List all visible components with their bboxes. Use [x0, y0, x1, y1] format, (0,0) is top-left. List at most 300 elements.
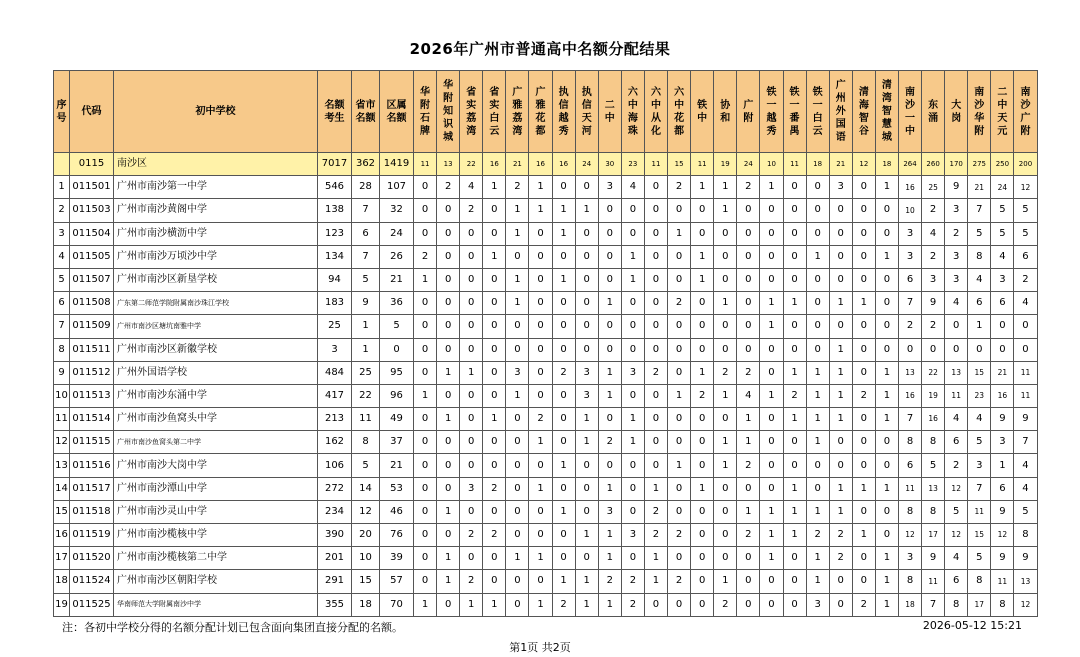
row-quota-cell: 1 [552, 222, 575, 245]
row-quota-cell: 0 [783, 338, 806, 361]
row-quota-cell: 0 [644, 454, 667, 477]
row-quota-cell: 2 [668, 524, 691, 547]
row-quota-cell: 0 [529, 268, 552, 291]
row-quota-cell: 21 [991, 361, 1014, 384]
row-quota-cell: 0 [852, 500, 875, 523]
row-quota-cell: 1 [506, 547, 529, 570]
row-quota-cell: 6 [991, 292, 1014, 315]
row-quota-cell: 0 [598, 338, 621, 361]
row-quota-cell: 9 [945, 176, 968, 199]
row-quota-cell: 0 [760, 338, 783, 361]
row-quota-cell: 7 [898, 408, 921, 431]
row-quota-cell: 2 [552, 593, 575, 616]
row-quota-cell: 9 [1014, 547, 1037, 570]
row-quota-cell: 0 [460, 547, 483, 570]
row-quota-cell: 9 [922, 292, 945, 315]
row-quota-cell: 1 [437, 408, 460, 431]
row-quota-cell: 0 [852, 338, 875, 361]
row-dist-quota: 37 [380, 431, 414, 454]
row-quota-cell: 1 [829, 292, 852, 315]
row-seq: 18 [54, 570, 70, 593]
row-quota-cell: 0 [644, 315, 667, 338]
row-quota-cell: 0 [621, 292, 644, 315]
row-school-name: 广州市南沙区朝阳学校 [114, 570, 318, 593]
row-quota-cell: 0 [552, 338, 575, 361]
row-quota-cell: 0 [829, 570, 852, 593]
row-quota-cell: 0 [829, 268, 852, 291]
row-quota-cell: 0 [668, 593, 691, 616]
row-quota-cell: 1 [691, 245, 714, 268]
row-quota-cell: 1 [691, 268, 714, 291]
row-code: 011515 [70, 431, 114, 454]
row-quota-cell: 1 [598, 384, 621, 407]
row-quota-cell: 0 [529, 222, 552, 245]
row-quota-cell: 4 [737, 384, 760, 407]
row-quota-cell: 1 [691, 176, 714, 199]
row-quota-cell: 8 [898, 431, 921, 454]
row-quota-cell: 0 [506, 431, 529, 454]
row-quota-cell: 0 [529, 454, 552, 477]
row-quota-cell: 3 [598, 500, 621, 523]
district-quota-cell: 24 [575, 153, 598, 176]
row-seq: 11 [54, 408, 70, 431]
row-quota-cell: 1 [529, 547, 552, 570]
row-code: 011524 [70, 570, 114, 593]
row-quota-cell: 2 [829, 524, 852, 547]
header-school-col: 执信天河 [575, 71, 598, 153]
row-quota-cell: 7 [1014, 431, 1037, 454]
row-quota-cell: 3 [575, 384, 598, 407]
row-quota-cell: 1 [714, 431, 737, 454]
header-school-col: 广雅花都 [529, 71, 552, 153]
row-quota-cell: 0 [437, 245, 460, 268]
row-quota-cell: 8 [898, 570, 921, 593]
row-quota-cell: 1 [875, 245, 898, 268]
row-code: 011518 [70, 500, 114, 523]
row-quota-cell: 2 [668, 292, 691, 315]
row-quota-cell: 1 [621, 268, 644, 291]
timestamp: 2026-05-12 15:21 [922, 619, 1022, 632]
row-quota-cell: 0 [829, 593, 852, 616]
row-quota-cell: 0 [852, 199, 875, 222]
row-quota-cell: 0 [483, 199, 506, 222]
row-seq: 16 [54, 524, 70, 547]
row-quota-cell: 12 [945, 524, 968, 547]
row-quota-cell: 15 [968, 361, 991, 384]
row-seq: 13 [54, 454, 70, 477]
row-code: 011512 [70, 361, 114, 384]
header-school-col: 东涌 [922, 71, 945, 153]
table-row [54, 338, 1038, 361]
row-quota-cell: 0 [598, 268, 621, 291]
row-quota-cell: 5 [1014, 199, 1037, 222]
row-quota-cell: 1 [691, 477, 714, 500]
row-quota-cell: 0 [737, 222, 760, 245]
district-quota-cell: 18 [806, 153, 829, 176]
row-quota-cell: 0 [552, 524, 575, 547]
header-school-col: 南沙华附 [968, 71, 991, 153]
row-school-name: 广州市南沙榄核第二中学 [114, 547, 318, 570]
header-school-col: 广州外国语 [829, 71, 852, 153]
row-quota-cell: 1 [668, 222, 691, 245]
row-quota-cell: 4 [945, 292, 968, 315]
row-quota-cell: 1 [529, 431, 552, 454]
row-quota-cell: 0 [575, 338, 598, 361]
row-seq: 19 [54, 593, 70, 616]
row-quota-cell: 0 [714, 315, 737, 338]
row-code: 011508 [70, 292, 114, 315]
row-quota-cell: 1 [598, 292, 621, 315]
row-quota-cell: 9 [922, 547, 945, 570]
row-quota-cell: 9 [1014, 408, 1037, 431]
header-row [54, 71, 1038, 153]
row-quota-cell: 0 [460, 500, 483, 523]
row-seq: 6 [54, 292, 70, 315]
row-quota-cell: 0 [552, 477, 575, 500]
row-quota-cell: 4 [1014, 477, 1037, 500]
row-quota-cell: 1 [644, 477, 667, 500]
row-prov-quota: 9 [352, 292, 380, 315]
district-quota-cell: 18 [875, 153, 898, 176]
row-quota-cell: 0 [668, 547, 691, 570]
row-quota-cell: 1 [760, 384, 783, 407]
table-row [54, 315, 1038, 338]
row-seq: 1 [54, 176, 70, 199]
row-quota-cell: 0 [852, 176, 875, 199]
table-row [54, 570, 1038, 593]
row-quota-cell: 0 [714, 547, 737, 570]
row-candidates: 234 [318, 500, 352, 523]
row-quota-cell: 3 [945, 245, 968, 268]
row-quota-cell: 11 [968, 500, 991, 523]
row-quota-cell: 0 [483, 431, 506, 454]
row-quota-cell: 0 [529, 315, 552, 338]
row-quota-cell: 0 [852, 570, 875, 593]
row-school-name: 广州市南沙榄核中学 [114, 524, 318, 547]
row-dist-quota: 21 [380, 268, 414, 291]
row-quota-cell: 4 [1014, 292, 1037, 315]
row-quota-cell: 1 [760, 176, 783, 199]
row-quota-cell: 0 [460, 431, 483, 454]
row-quota-cell: 1 [691, 361, 714, 384]
row-quota-cell: 1 [760, 315, 783, 338]
row-quota-cell: 0 [806, 477, 829, 500]
row-seq: 14 [54, 477, 70, 500]
row-quota-cell: 0 [668, 500, 691, 523]
row-quota-cell: 0 [437, 268, 460, 291]
row-code: 011505 [70, 245, 114, 268]
row-school-name: 广州市南沙区塘坑南雅中学 [114, 315, 318, 338]
row-candidates: 417 [318, 384, 352, 407]
row-quota-cell: 2 [460, 570, 483, 593]
row-quota-cell: 3 [945, 199, 968, 222]
row-quota-cell: 2 [598, 570, 621, 593]
row-quota-cell: 1 [806, 384, 829, 407]
district-quota-cell: 200 [1014, 153, 1037, 176]
row-quota-cell: 0 [1014, 315, 1037, 338]
row-quota-cell: 0 [437, 199, 460, 222]
header-code: 代码 [70, 71, 114, 153]
row-quota-cell: 0 [737, 593, 760, 616]
row-quota-cell: 3 [621, 524, 644, 547]
row-seq: 9 [54, 361, 70, 384]
district-quota-cell: 13 [437, 153, 460, 176]
row-quota-cell: 0 [783, 593, 806, 616]
row-quota-cell: 5 [991, 199, 1014, 222]
row-quota-cell: 0 [668, 477, 691, 500]
row-code: 011520 [70, 547, 114, 570]
row-seq: 10 [54, 384, 70, 407]
row-quota-cell: 2 [621, 570, 644, 593]
row-quota-cell: 0 [852, 408, 875, 431]
row-quota-cell: 0 [552, 408, 575, 431]
row-quota-cell: 0 [852, 222, 875, 245]
row-quota-cell: 4 [945, 547, 968, 570]
row-quota-cell: 0 [714, 222, 737, 245]
row-quota-cell: 1 [483, 408, 506, 431]
row-quota-cell: 3 [806, 593, 829, 616]
row-quota-cell: 19 [922, 384, 945, 407]
row-quota-cell: 0 [644, 176, 667, 199]
row-school-name: 广州市南沙万顷沙中学 [114, 245, 318, 268]
row-quota-cell: 1 [414, 593, 437, 616]
row-quota-cell: 0 [483, 547, 506, 570]
row-candidates: 123 [318, 222, 352, 245]
row-quota-cell: 6 [968, 292, 991, 315]
row-quota-cell: 0 [575, 454, 598, 477]
header-school-col: 二中天元 [991, 71, 1014, 153]
row-quota-cell: 2 [598, 431, 621, 454]
row-quota-cell: 0 [414, 570, 437, 593]
row-quota-cell: 0 [737, 477, 760, 500]
row-candidates: 25 [318, 315, 352, 338]
row-quota-cell: 13 [922, 477, 945, 500]
row-quota-cell: 0 [806, 338, 829, 361]
row-quota-cell: 0 [852, 547, 875, 570]
row-quota-cell: 0 [460, 245, 483, 268]
row-quota-cell: 1 [529, 199, 552, 222]
header-school-col: 六中海珠 [621, 71, 644, 153]
row-quota-cell: 0 [483, 292, 506, 315]
row-quota-cell: 6 [945, 431, 968, 454]
row-quota-cell: 0 [598, 315, 621, 338]
row-seq: 8 [54, 338, 70, 361]
row-quota-cell: 1 [783, 477, 806, 500]
row-quota-cell: 2 [621, 593, 644, 616]
row-quota-cell: 1 [506, 384, 529, 407]
row-quota-cell: 0 [483, 454, 506, 477]
row-candidates: 291 [318, 570, 352, 593]
row-quota-cell: 0 [760, 361, 783, 384]
row-quota-cell: 0 [437, 384, 460, 407]
row-quota-cell: 0 [714, 524, 737, 547]
row-quota-cell: 6 [898, 454, 921, 477]
row-quota-cell: 1 [575, 593, 598, 616]
row-quota-cell: 0 [829, 454, 852, 477]
row-quota-cell: 0 [714, 477, 737, 500]
row-quota-cell: 2 [529, 408, 552, 431]
table-row [54, 384, 1038, 407]
row-quota-cell: 1 [552, 570, 575, 593]
row-quota-cell: 21 [968, 176, 991, 199]
row-quota-cell: 12 [1014, 593, 1037, 616]
row-quota-cell: 2 [737, 361, 760, 384]
row-quota-cell: 1 [737, 431, 760, 454]
row-quota-cell: 0 [668, 315, 691, 338]
row-quota-cell: 0 [414, 315, 437, 338]
row-quota-cell: 0 [437, 593, 460, 616]
row-quota-cell: 0 [552, 176, 575, 199]
row-quota-cell: 1 [714, 384, 737, 407]
row-quota-cell: 2 [644, 361, 667, 384]
row-quota-cell: 0 [875, 292, 898, 315]
row-quota-cell: 0 [806, 176, 829, 199]
district-row [54, 153, 1038, 176]
header-school-col: 六中从化 [644, 71, 667, 153]
row-quota-cell: 0 [875, 222, 898, 245]
row-quota-cell: 0 [852, 245, 875, 268]
row-quota-cell: 0 [506, 500, 529, 523]
row-quota-cell: 1 [737, 408, 760, 431]
header-school-col: 南沙一中 [898, 71, 921, 153]
row-quota-cell: 0 [644, 222, 667, 245]
row-quota-cell: 1 [760, 547, 783, 570]
row-quota-cell: 0 [644, 292, 667, 315]
row-quota-cell: 0 [529, 245, 552, 268]
row-quota-cell: 0 [529, 524, 552, 547]
row-quota-cell: 0 [414, 338, 437, 361]
table-row [54, 408, 1038, 431]
district-quota-cell: 11 [691, 153, 714, 176]
row-quota-cell: 0 [575, 245, 598, 268]
row-quota-cell: 2 [714, 593, 737, 616]
row-quota-cell: 0 [668, 431, 691, 454]
row-quota-cell: 0 [852, 361, 875, 384]
row-quota-cell: 1 [506, 292, 529, 315]
row-quota-cell: 0 [806, 454, 829, 477]
district-quota-cell: 264 [898, 153, 921, 176]
row-quota-cell: 11 [991, 570, 1014, 593]
row-dist-quota: 26 [380, 245, 414, 268]
row-prov-quota: 1 [352, 315, 380, 338]
row-prov-quota: 1 [352, 338, 380, 361]
district-quota-cell: 260 [922, 153, 945, 176]
row-quota-cell: 0 [760, 245, 783, 268]
row-quota-cell: 16 [898, 384, 921, 407]
district-quota-cell: 19 [714, 153, 737, 176]
row-quota-cell: 0 [783, 199, 806, 222]
row-quota-cell: 0 [529, 500, 552, 523]
row-quota-cell: 1 [852, 292, 875, 315]
row-quota-cell: 4 [945, 408, 968, 431]
row-quota-cell: 0 [898, 338, 921, 361]
row-quota-cell: 1 [829, 338, 852, 361]
row-quota-cell: 0 [783, 222, 806, 245]
row-quota-cell: 0 [483, 570, 506, 593]
row-quota-cell: 16 [922, 408, 945, 431]
row-quota-cell: 7 [968, 477, 991, 500]
row-quota-cell: 0 [783, 268, 806, 291]
row-quota-cell: 0 [414, 361, 437, 384]
row-quota-cell: 0 [506, 245, 529, 268]
row-quota-cell: 0 [691, 199, 714, 222]
row-quota-cell: 8 [922, 500, 945, 523]
row-quota-cell: 0 [414, 431, 437, 454]
row-quota-cell: 2 [852, 593, 875, 616]
row-quota-cell: 1 [575, 570, 598, 593]
row-quota-cell: 1 [806, 500, 829, 523]
row-quota-cell: 1 [621, 245, 644, 268]
row-quota-cell: 2 [506, 176, 529, 199]
header-school-col: 华附石牌 [414, 71, 437, 153]
row-school-name: 广州市南沙潭山中学 [114, 477, 318, 500]
row-quota-cell: 1 [552, 454, 575, 477]
row-quota-cell: 0 [414, 222, 437, 245]
header-school-col: 执信越秀 [552, 71, 575, 153]
row-quota-cell: 0 [506, 408, 529, 431]
row-quota-cell: 0 [737, 292, 760, 315]
row-quota-cell: 0 [460, 384, 483, 407]
footnote: 注：各初中学校分得的名额分配计划已包含面向集团直接分配的名额。 [62, 621, 403, 634]
row-quota-cell: 0 [621, 477, 644, 500]
row-quota-cell: 1 [875, 361, 898, 384]
row-quota-cell: 0 [483, 268, 506, 291]
district-quota-cell: 22 [460, 153, 483, 176]
row-code: 011517 [70, 477, 114, 500]
district-quota-cell: 275 [968, 153, 991, 176]
row-quota-cell: 1 [875, 477, 898, 500]
row-quota-cell: 0 [437, 338, 460, 361]
row-quota-cell: 0 [875, 199, 898, 222]
row-quota-cell: 2 [644, 500, 667, 523]
row-quota-cell: 0 [529, 384, 552, 407]
row-quota-cell: 15 [968, 524, 991, 547]
row-quota-cell: 0 [760, 431, 783, 454]
header-candidates: 名额考生 [318, 71, 352, 153]
row-quota-cell: 0 [691, 593, 714, 616]
district-quota-cell: 11 [644, 153, 667, 176]
row-quota-cell: 5 [1014, 222, 1037, 245]
row-prov-quota: 25 [352, 361, 380, 384]
row-quota-cell: 1 [598, 361, 621, 384]
row-quota-cell: 0 [922, 338, 945, 361]
row-candidates: 3 [318, 338, 352, 361]
row-quota-cell: 0 [852, 431, 875, 454]
row-school-name: 广州市南沙鱼窝头第二中学 [114, 431, 318, 454]
header-school-col: 省实白云 [483, 71, 506, 153]
district-code: 0115 [70, 153, 114, 176]
row-quota-cell: 0 [644, 408, 667, 431]
row-prov-quota: 8 [352, 431, 380, 454]
row-quota-cell: 0 [414, 500, 437, 523]
row-quota-cell: 3 [991, 431, 1014, 454]
row-code: 011516 [70, 454, 114, 477]
header-school-col: 广雅荔湾 [506, 71, 529, 153]
row-quota-cell: 8 [1014, 524, 1037, 547]
row-quota-cell: 1 [506, 199, 529, 222]
row-quota-cell: 0 [691, 570, 714, 593]
row-quota-cell: 2 [945, 454, 968, 477]
row-quota-cell: 0 [991, 315, 1014, 338]
row-quota-cell: 1 [575, 199, 598, 222]
row-quota-cell: 7 [898, 292, 921, 315]
row-quota-cell: 0 [621, 547, 644, 570]
row-quota-cell: 0 [460, 292, 483, 315]
row-candidates: 134 [318, 245, 352, 268]
row-code: 011513 [70, 384, 114, 407]
row-quota-cell: 2 [737, 524, 760, 547]
row-quota-cell: 0 [760, 593, 783, 616]
